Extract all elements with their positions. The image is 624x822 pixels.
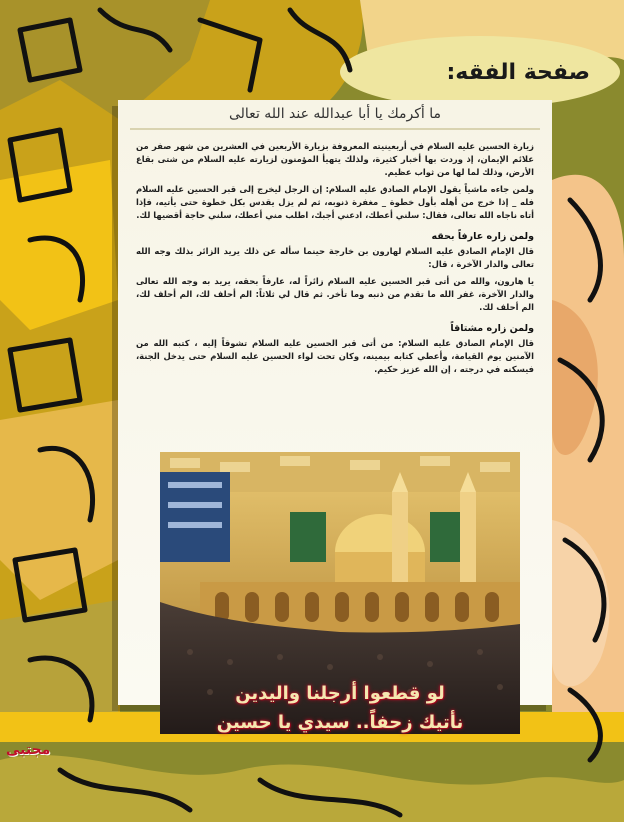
paragraph-walking: ولمن جاءه ماشياً يقول الإمام الصادق عليه السلام: إن الرجل ليخرج إلى قبر الحسين عليه السلام فله _ إذا خرج من أهله بأول خطوة _ مغفرة ذنوبه، ثم لم يزل يقدس بكل خطوة حتى يأتيه، فإذا أتاه ناجاه الله تعالى، فقال: سلني أعطك، ادعني أجبك، اطلب مني أعطك، سلني حاجة أقضيها لك. xyxy=(136,184,534,220)
paragraph-intro: زيارة الحسين عليه السلام في أربعينيته المعروفة بزيارة الأربعين في العشرين من شهر صفر من علائم الإيمان، إذ وردت بها أخبار كثيرة، ولذلك يتهيأ المؤمنون لزيارته عليه السلام من شتى بقاع الأرض، وذلك لما لها من ثواب عظيم. xyxy=(136,141,534,177)
heading-knowing-his-right: ولمن زاره عارفاً بحقه xyxy=(431,231,534,242)
paragraph-knowing-2: يا هارون، والله من أتى قبر الحسين عليه السلام زائراً له، عارفاً بحقه، يريد به وجه الله تعالى والدار الآخرة، غفر الله ما تقدم من ذنبه وما تأخر. ثم قال لي ثلاثاً: الم أحلف لك، الم أحلف لك، الم أحلف لك. xyxy=(136,276,534,312)
photo-caption-line-1: لو قطعوا أرجلنا واليدين xyxy=(235,683,445,704)
article-title: ما أكرمك يا أبا عبدالله عند الله تعالى xyxy=(130,106,540,130)
paragraph-longing: قال الإمام الصادق عليه السلام: من أتى قبر الحسين عليه السلام تشوقاً إليه ، كتبه الله من الآمنين يوم القيامة، وأعطي كتابه بيمينه، وكان تحت لواء الحسين عليه السلام حتى يدخل الجنة، فيسكنه في درجته ، إن الله عزيز حكيم. xyxy=(136,338,534,374)
heading-longing: ولمن زاره مشتاقاً xyxy=(450,323,534,334)
magazine-logo: مجتبى xyxy=(6,742,51,758)
section-title: صفحة الفقه: xyxy=(446,60,590,85)
photo-caption-line-2: نأتيك زحفاً.. سيدي يا حسين xyxy=(216,712,464,733)
article-body xyxy=(130,140,540,376)
paragraph-knowing-1: قال الإمام الصادق عليه السلام لهارون بن خارجة حينما سأله عن ذلك يريد الزائر بذلك وجه الله تعالى والدار الآخرة ، قال: xyxy=(136,246,534,269)
